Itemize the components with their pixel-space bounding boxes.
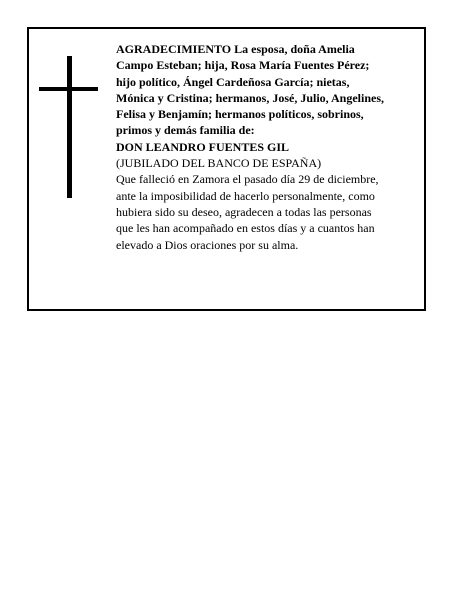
thanks-text-line: ante la imposibilidad de hacerlo personalmente, como	[116, 188, 375, 203]
thanks-text-line: elevado a Dios oraciones por su alma.	[116, 237, 299, 252]
deceased-name: DON LEANDRO FUENTES GIL	[116, 139, 290, 154]
cross-vertical-bar	[67, 56, 72, 198]
family-line: Mónica y Cristina; hermanos, José, Julio, Angelines,	[116, 90, 385, 105]
cross-horizontal-bar	[39, 87, 98, 91]
family-line: Campo Esteban; hija, Rosa María Fuentes Pérez;	[116, 58, 370, 73]
notice-heading-line: AGRADECIMIENTO La esposa, doña Amelia	[116, 42, 355, 56]
obituary-notice-frame	[27, 27, 426, 311]
deceased-occupation: (JUBILADO DEL BANCO DE ESPAÑA)	[116, 156, 322, 171]
thanks-text-line: hubiera sido su deseo, agradecen a todas las personas	[116, 204, 372, 219]
notice-text	[116, 41, 422, 253]
family-line: Felisa y Benjamín; hermanos políticos, sobrinos,	[116, 107, 364, 122]
family-line: hijo político, Ángel Cardeñosa García; nietas,	[116, 74, 350, 89]
thanks-text-line: que les han acompañado en estos días y a cuantos han	[116, 221, 375, 236]
thanks-text-line: Que falleció en Zamora el pasado día 29 de diciembre,	[116, 172, 379, 187]
family-line: primos y demás familia de:	[116, 123, 255, 138]
